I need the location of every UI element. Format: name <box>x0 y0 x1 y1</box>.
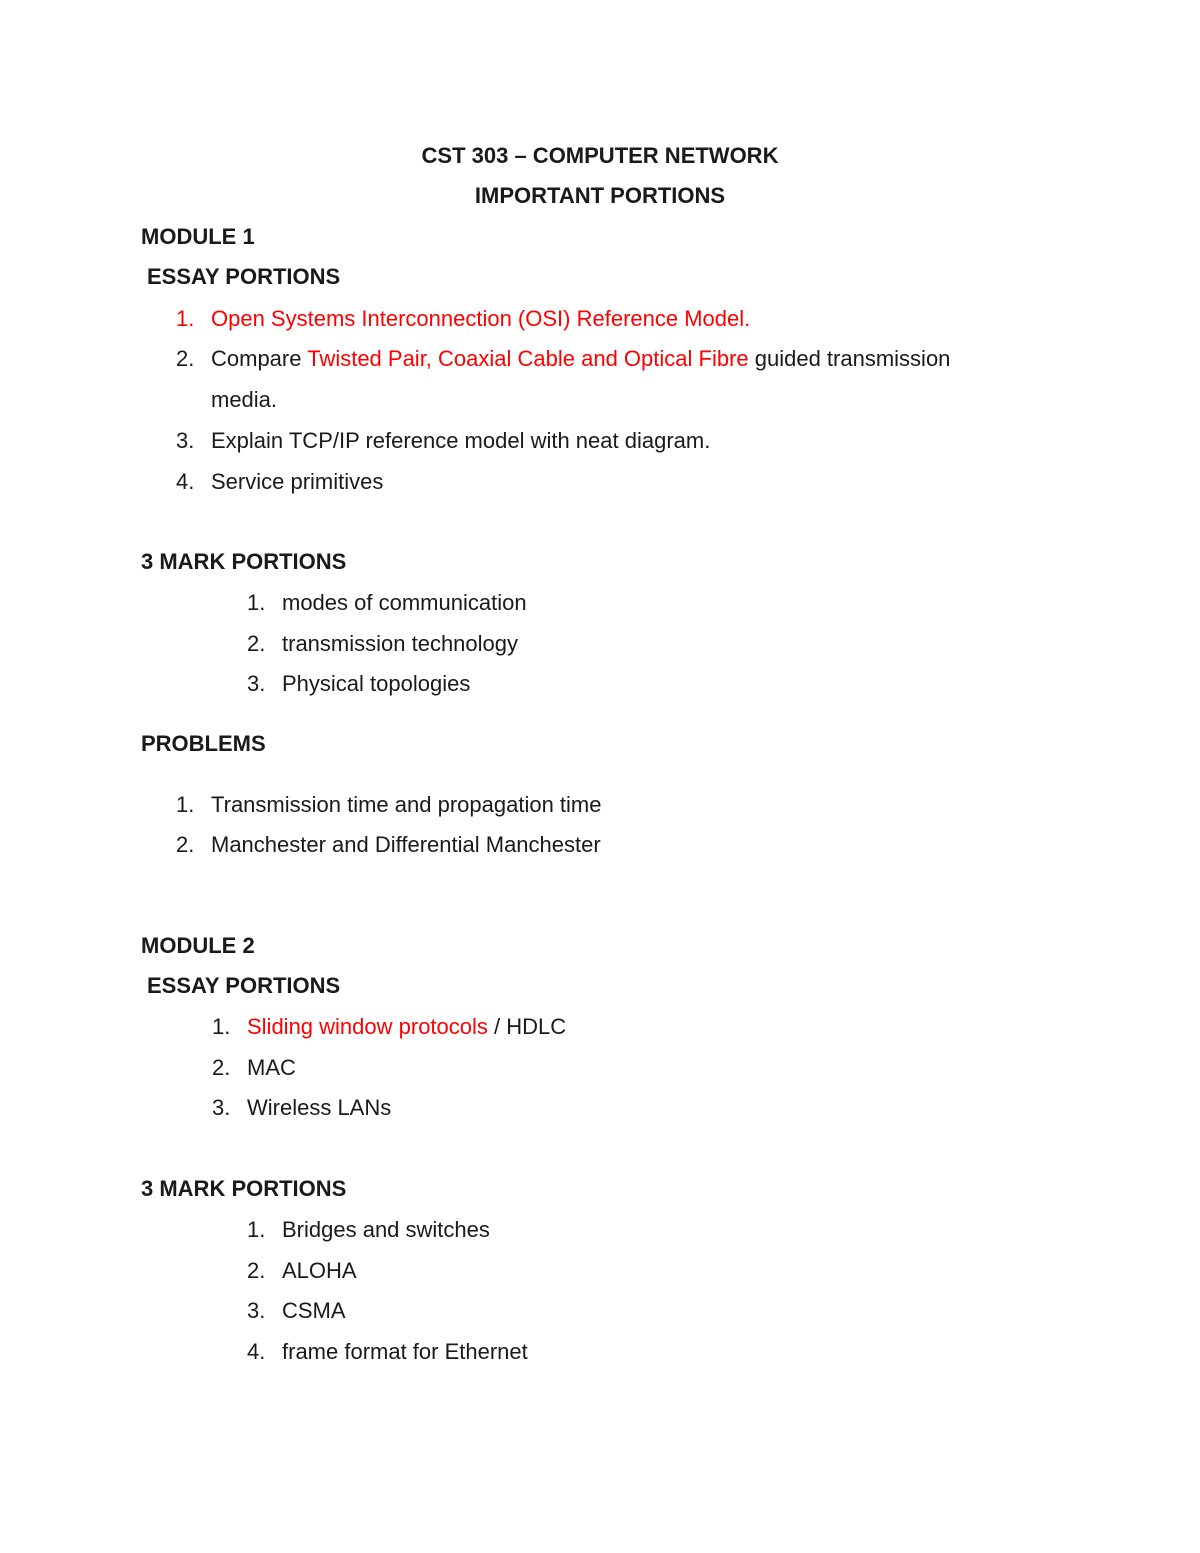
module-2-mark-num-3: 3. <box>247 1298 266 1323</box>
module-1-essay-item-1: Open Systems Interconnection (OSI) Reference Model. <box>211 306 751 331</box>
module-1-essay-num-3: 3. <box>176 428 195 453</box>
module-1-mark-num-2: 2. <box>247 631 266 656</box>
module-1-mark-heading: 3 MARK PORTIONS <box>141 549 347 574</box>
module-2-mark-item-3: CSMA <box>282 1298 346 1323</box>
module-1-mark-num-3: 3. <box>247 671 266 696</box>
module-1-problem-item-1: Transmission time and propagation time <box>211 792 602 817</box>
module-1-essay-num-1: 1. <box>176 306 195 331</box>
module-2-essay-item-1-post: / HDLC <box>487 1014 567 1039</box>
module-1-essay-item-2 <box>211 345 950 373</box>
module-2-mark-item-2: ALOHA <box>282 1258 357 1283</box>
module-2-essay-num-1: 1. <box>212 1014 231 1039</box>
module-1-essay-item-2-post: guided transmission <box>748 346 951 371</box>
module-2-mark-num-1: 1. <box>247 1217 266 1242</box>
module-2-mark-item-1: Bridges and switches <box>282 1217 490 1242</box>
module-2-essay-item-2: MAC <box>247 1055 296 1080</box>
module-1-essay-item-3: Explain TCP/IP reference model with neat diagram. <box>211 428 711 453</box>
module-1-problem-item-2: Manchester and Differential Manchester <box>211 832 601 857</box>
module-2-heading: MODULE 2 <box>141 933 255 958</box>
module-1-essay-item-4: Service primitives <box>211 469 384 494</box>
module-2-essay-num-2: 2. <box>212 1055 231 1080</box>
module-1-mark-item-2: transmission technology <box>282 631 519 656</box>
module-1-essay-heading: ESSAY PORTIONS <box>147 264 341 289</box>
module-1-heading: MODULE 1 <box>141 224 255 249</box>
module-1-mark-num-1: 1. <box>247 590 266 615</box>
module-1-essay-num-4: 4. <box>176 469 195 494</box>
module-2-mark-num-2: 2. <box>247 1258 266 1283</box>
module-2-mark-num-4: 4. <box>247 1339 266 1364</box>
module-1-problem-num-1: 1. <box>176 792 195 817</box>
module-2-essay-item-1-highlight: Sliding window protocols <box>247 1014 488 1039</box>
module-2-essay-num-3: 3. <box>212 1095 231 1120</box>
module-2-essay-item-1 <box>247 1013 566 1041</box>
module-2-essay-heading: ESSAY PORTIONS <box>147 973 341 998</box>
module-1-mark-item-1: modes of communication <box>282 590 527 615</box>
module-1-mark-item-3: Physical topologies <box>282 671 471 696</box>
module-2-essay-item-3: Wireless LANs <box>247 1095 392 1120</box>
module-2-mark-heading: 3 MARK PORTIONS <box>141 1176 347 1201</box>
module-1-essay-item-2-continuation: media. <box>211 387 278 412</box>
module-1-essay-num-2: 2. <box>176 346 195 371</box>
module-1-problem-num-2: 2. <box>176 832 195 857</box>
module-2-mark-item-4: frame format for Ethernet <box>282 1339 528 1364</box>
module-1-problems-heading: PROBLEMS <box>141 731 266 756</box>
document-subtitle: IMPORTANT PORTIONS <box>474 183 726 208</box>
document-title: CST 303 – COMPUTER NETWORK <box>421 143 779 168</box>
module-1-essay-item-2-pre: Compare <box>211 346 308 371</box>
module-1-essay-item-2-highlight: Twisted Pair, Coaxial Cable and Optical Fibre <box>307 346 749 371</box>
